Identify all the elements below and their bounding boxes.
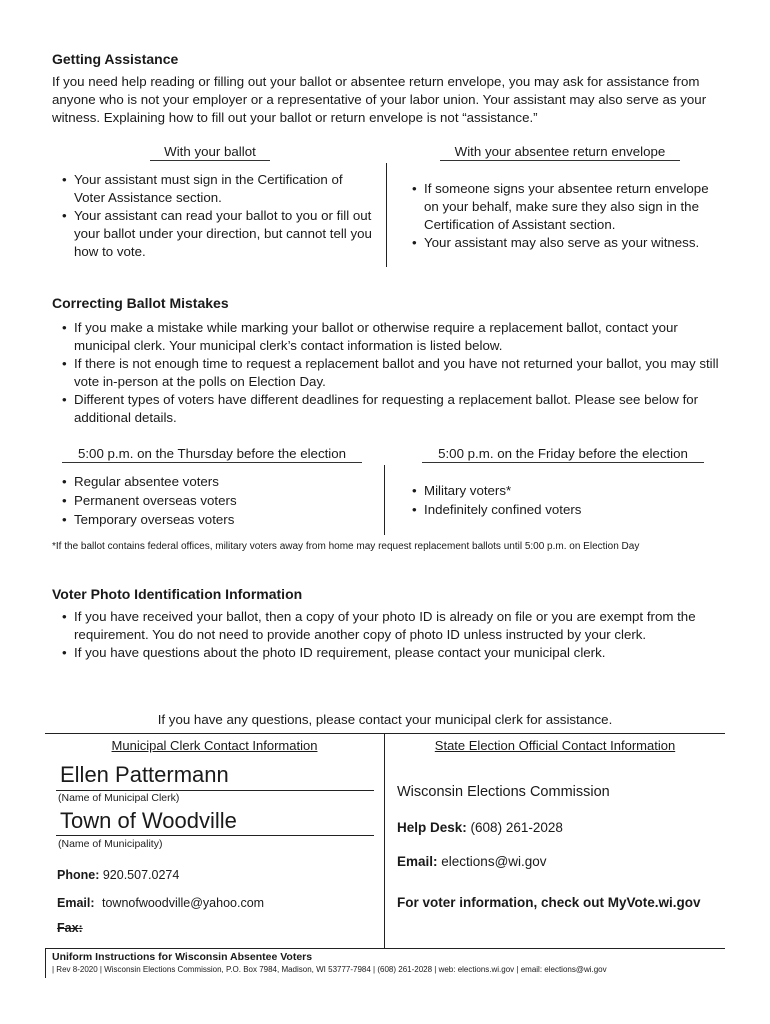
contact-divider bbox=[384, 733, 385, 948]
municipality-rule bbox=[56, 835, 374, 836]
clerk-fax bbox=[57, 921, 83, 935]
photo-id-list bbox=[52, 608, 732, 662]
list-item: • Your assistant may also serve as your witness. bbox=[402, 234, 722, 252]
clerk-email bbox=[57, 896, 264, 910]
email-value: townofwoodville@yahoo.com bbox=[102, 896, 265, 910]
with-ballot-heading: With your ballot bbox=[150, 144, 270, 161]
list-item: • Military voters* bbox=[402, 482, 722, 500]
phone-label: Phone: bbox=[57, 868, 100, 882]
contact-top-rule bbox=[45, 733, 725, 734]
footer-details: | Rev 8-2020 | Wisconsin Elections Commission, P.O. Box 7984, Madison, WI 53777-7984 | (608) 261-2028 | web: elections.wi.gov | email: elections@wi.gov bbox=[52, 965, 607, 974]
list-item: • Different types of voters have different deadlines for requesting a replacement ballot. Please see below for additional details. bbox=[52, 391, 732, 427]
list-item: • Indefinitely confined voters bbox=[402, 501, 722, 519]
column-divider bbox=[384, 465, 385, 535]
clerk-name-value: Ellen Pattermann bbox=[60, 762, 229, 787]
municipality-label: (Name of Municipality) bbox=[58, 838, 163, 850]
helpdesk-line bbox=[397, 820, 563, 835]
list-item: • If you make a mistake while marking your ballot or otherwise require a replacement ballot, contact your municipal clerk. Your municipal clerk’s contact information is listed below. bbox=[52, 319, 732, 355]
state-email-line bbox=[397, 854, 547, 869]
clerk-contact-heading: Municipal Clerk Contact Information bbox=[111, 738, 318, 753]
state-email-label: Email: bbox=[397, 854, 438, 869]
questions-note: If you have any questions, please contact your municipal clerk for assistance. bbox=[157, 712, 613, 727]
friday-voters-list bbox=[402, 482, 722, 519]
with-envelope-heading: With your absentee return envelope bbox=[440, 144, 680, 161]
friday-deadline-heading: 5:00 p.m. on the Friday before the election bbox=[422, 446, 704, 463]
state-email-value: elections@wi.gov bbox=[441, 854, 547, 869]
list-item: • Permanent overseas voters bbox=[52, 492, 372, 510]
footer-title: Uniform Instructions for Wisconsin Absentee Voters bbox=[52, 951, 313, 963]
list-item: • If someone signs your absentee return envelope on your behalf, make sure they also sign in the Certification of Assistant section. bbox=[402, 180, 722, 234]
clerk-name-label: (Name of Municipal Clerk) bbox=[58, 792, 180, 804]
municipality-value: Town of Woodville bbox=[60, 808, 237, 833]
clerk-phone bbox=[57, 868, 179, 882]
list-item: • If you have questions about the photo ID requirement, please contact your municipal clerk. bbox=[52, 644, 732, 662]
helpdesk-label: Help Desk: bbox=[397, 820, 467, 835]
ballot-assist-list bbox=[52, 171, 377, 261]
clerk-name-rule bbox=[56, 790, 374, 791]
envelope-assist-list bbox=[402, 180, 722, 252]
state-contact-heading: State Election Official Contact Information bbox=[434, 738, 676, 753]
mistakes-list bbox=[52, 319, 732, 427]
list-item: • Your assistant must sign in the Certification of Voter Assistance section. bbox=[52, 171, 377, 207]
assistance-intro: If you need help reading or filling out your ballot or absentee return envelope, you may ask for assistance from anyone who is not your employer or a representative of your labor union. Your assistant may also serve as your witness. Explaining how to fill out your ballot or return envelope is not “assistance.” bbox=[52, 74, 707, 125]
helpdesk-value: (608) 261-2028 bbox=[470, 820, 563, 835]
list-item: • Temporary overseas voters bbox=[52, 511, 372, 529]
photo-id-heading: Voter Photo Identification Information bbox=[52, 586, 303, 602]
footer-top-rule bbox=[45, 948, 725, 949]
thursday-voters-list bbox=[52, 473, 372, 529]
list-item: • If there is not enough time to request a replacement ballot and you have not returned your ballot, you may still vote in-person at the polls on Election Day. bbox=[52, 355, 732, 391]
commission-name: Wisconsin Elections Commission bbox=[397, 784, 610, 800]
list-item: • Your assistant can read your ballot to you or fill out your ballot under your direction, but cannot tell you how to vote. bbox=[52, 207, 377, 261]
mistakes-heading: Correcting Ballot Mistakes bbox=[52, 295, 229, 311]
military-footnote: *If the ballot contains federal offices, military voters away from home may request replacement ballots until 5:00 p.m. on Election Day bbox=[52, 541, 640, 552]
thursday-deadline-heading: 5:00 p.m. on the Thursday before the election bbox=[62, 446, 362, 463]
phone-value: 920.507.0274 bbox=[102, 868, 180, 882]
assistance-heading: Getting Assistance bbox=[52, 51, 179, 67]
fax-label: Fax: bbox=[57, 921, 83, 935]
email-label: Email: bbox=[57, 896, 95, 910]
footer-left-rule bbox=[45, 948, 46, 978]
list-item: • Regular absentee voters bbox=[52, 473, 372, 491]
myvote-line: For voter information, check out MyVote.wi.gov bbox=[397, 895, 701, 910]
column-divider bbox=[386, 163, 387, 267]
list-item: • If you have received your ballot, then a copy of your photo ID is already on file or you are exempt from the requirement. You do not need to provide another copy of photo ID unless instructed by your clerk. bbox=[52, 608, 732, 644]
